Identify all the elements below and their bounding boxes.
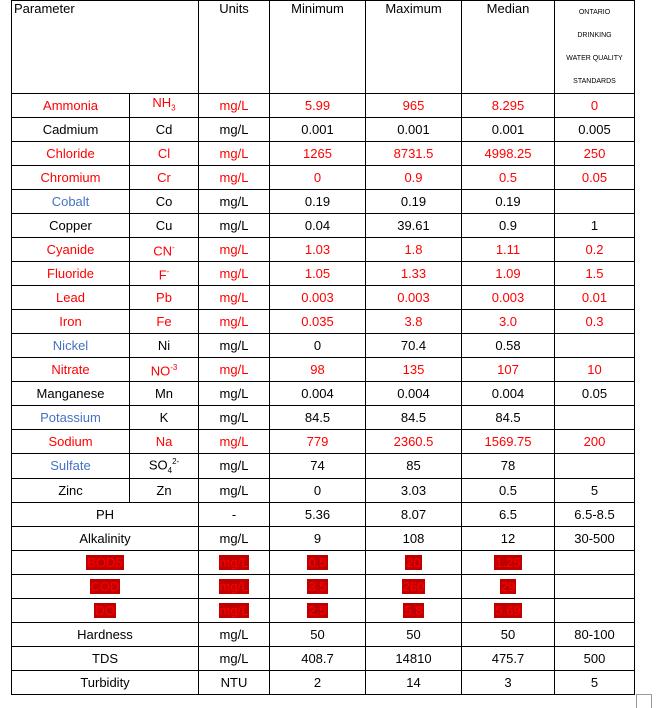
- chemical-formula: [130, 166, 199, 190]
- chemical-formula: [130, 430, 199, 454]
- parameter-name: Cobalt: [12, 190, 130, 214]
- formula-subscript: 4: [167, 465, 173, 475]
- parameter-name: [12, 598, 199, 622]
- parameter-name: Sodium: [12, 430, 130, 454]
- minimum-cell: 2: [270, 670, 366, 694]
- parameter-name-text: BOD5: [87, 554, 123, 570]
- maximum-cell: [366, 598, 462, 622]
- chemical-formula: [130, 142, 199, 166]
- minimum-cell: 0.04: [270, 214, 366, 238]
- standard-cell: 1.5: [555, 262, 635, 286]
- maximum-cell: 0.004: [366, 382, 462, 406]
- units-cell: mg/L: [199, 430, 270, 454]
- maximum-cell: 108: [366, 526, 462, 550]
- units-cell: mg/L: [199, 286, 270, 310]
- standard-cell: [555, 574, 635, 598]
- table-row: [12, 214, 635, 238]
- units-cell: [199, 550, 270, 574]
- header-standards: [555, 1, 635, 94]
- minimum-cell: 84.5: [270, 406, 366, 430]
- formula-text: NH: [152, 95, 172, 111]
- units-cell: mg/L: [199, 310, 270, 334]
- minimum-cell: 74: [270, 454, 366, 479]
- parameter-name: Iron: [12, 310, 130, 334]
- maximum-cell: 3.03: [366, 478, 462, 502]
- maximum-cell-text: 20: [406, 554, 421, 570]
- chemical-formula: [130, 262, 199, 286]
- median-cell: 84.5: [462, 406, 555, 430]
- standard-cell: 200: [555, 430, 635, 454]
- standard-cell: 0.01: [555, 286, 635, 310]
- table-row: [12, 118, 635, 142]
- header-maximum: Maximum: [366, 1, 462, 94]
- median-cell: 0.5: [462, 166, 555, 190]
- units-cell: mg/L: [199, 238, 270, 262]
- chemical-formula: [130, 94, 199, 118]
- maximum-cell: 14: [366, 670, 462, 694]
- units-cell: mg/L: [199, 190, 270, 214]
- parameter-name: Lead: [12, 286, 130, 310]
- chemical-formula: [130, 406, 199, 430]
- standard-cell: 250: [555, 142, 635, 166]
- maximum-cell: 1.33: [366, 262, 462, 286]
- maximum-cell: 0.19: [366, 190, 462, 214]
- formula-text: Ni: [157, 338, 171, 353]
- minimum-cell: 5.36: [270, 502, 366, 526]
- median-cell-text: 5.69: [495, 602, 521, 618]
- minimum-cell: 1265: [270, 142, 366, 166]
- maximum-cell: 0.003: [366, 286, 462, 310]
- standard-cell: 1: [555, 214, 635, 238]
- table-row: [12, 454, 635, 479]
- minimum-cell: 50: [270, 622, 366, 646]
- median-cell: 0.004: [462, 382, 555, 406]
- table-row: [12, 622, 635, 646]
- table-row: [12, 166, 635, 190]
- minimum-cell: 779: [270, 430, 366, 454]
- maximum-cell: 1.8: [366, 238, 462, 262]
- minimum-cell-text: 2.5: [308, 602, 327, 618]
- maximum-cell: 8.07: [366, 502, 462, 526]
- units-cell: mg/L: [199, 118, 270, 142]
- units-cell-text: mg/L: [219, 602, 249, 618]
- units-cell: mg/L: [199, 382, 270, 406]
- parameter-name: [12, 574, 199, 598]
- parameter-name: Hardness: [12, 622, 199, 646]
- table-row: [12, 646, 635, 670]
- standard-cell: 5: [555, 670, 635, 694]
- maximum-cell: [366, 574, 462, 598]
- median-cell: 6.5: [462, 502, 555, 526]
- parameter-name: Manganese: [12, 382, 130, 406]
- parameter-name: Sulfate: [12, 454, 130, 479]
- standard-cell: [555, 406, 635, 430]
- maximum-cell-text: 260: [402, 578, 425, 594]
- table-row: [12, 238, 635, 262]
- units-cell: mg/L: [199, 262, 270, 286]
- water-quality-table: [11, 0, 635, 695]
- units-cell: mg/L: [199, 526, 270, 550]
- median-cell: 107: [462, 358, 555, 382]
- formula-text: SO: [148, 457, 168, 473]
- maximum-cell: 0.001: [366, 118, 462, 142]
- parameter-name: Ammonia: [12, 94, 130, 118]
- formula-text: Cl: [157, 146, 171, 161]
- table-row: [12, 310, 635, 334]
- maximum-cell: 965: [366, 94, 462, 118]
- units-cell: mg/L: [199, 334, 270, 358]
- standard-cell: 5: [555, 478, 635, 502]
- table-row: [12, 190, 635, 214]
- maximum-cell: 85: [366, 454, 462, 479]
- units-cell: mg/L: [199, 622, 270, 646]
- median-cell: [462, 550, 555, 574]
- units-cell: mg/L: [199, 478, 270, 502]
- median-cell: 1.11: [462, 238, 555, 262]
- parameter-name: Cyanide: [12, 238, 130, 262]
- standard-cell: 0.05: [555, 382, 635, 406]
- minimum-cell: 1.05: [270, 262, 366, 286]
- header-minimum: Minimum: [270, 1, 366, 94]
- formula-text: K: [159, 410, 169, 425]
- units-cell: -: [199, 502, 270, 526]
- maximum-cell: 0.9: [366, 166, 462, 190]
- maximum-cell: 84.5: [366, 406, 462, 430]
- units-cell: mg/L: [199, 214, 270, 238]
- table-row: [12, 550, 635, 574]
- table-row: [12, 670, 635, 694]
- formula-text: Na: [155, 434, 173, 449]
- median-cell: 0.9: [462, 214, 555, 238]
- minimum-cell: 5.99: [270, 94, 366, 118]
- minimum-cell: 408.7: [270, 646, 366, 670]
- units-cell: [199, 574, 270, 598]
- standard-cell: 0.2: [555, 238, 635, 262]
- table-row: [12, 430, 635, 454]
- formula-subscript: 3: [171, 103, 176, 113]
- median-cell: 1.09: [462, 262, 555, 286]
- chemical-formula: [130, 454, 199, 479]
- median-cell-text: 1.25: [495, 554, 521, 570]
- minimum-cell: 0.035: [270, 310, 366, 334]
- table-row: [12, 478, 635, 502]
- header-standards-line: DRINKING: [577, 32, 612, 39]
- maximum-cell: 50: [366, 622, 462, 646]
- parameter-name: Turbidity: [12, 670, 199, 694]
- parameter-name: TDS: [12, 646, 199, 670]
- median-cell: 4998.25: [462, 142, 555, 166]
- formula-superscript: -: [166, 267, 170, 277]
- table-row: [12, 502, 635, 526]
- median-cell: 0.19: [462, 190, 555, 214]
- maximum-cell: 3.8: [366, 310, 462, 334]
- minimum-cell: 1.03: [270, 238, 366, 262]
- standard-cell: 0.3: [555, 310, 635, 334]
- formula-text: CN: [153, 243, 173, 259]
- standard-cell: 0: [555, 94, 635, 118]
- minimum-cell: [270, 598, 366, 622]
- minimum-cell: 9: [270, 526, 366, 550]
- parameter-name: [12, 550, 199, 574]
- parameter-name: Alkalinity: [12, 526, 199, 550]
- maximum-cell: [366, 550, 462, 574]
- parameter-name: Chloride: [12, 142, 130, 166]
- median-cell: 0.003: [462, 286, 555, 310]
- parameter-name-text: COD: [90, 578, 120, 594]
- units-cell: [199, 598, 270, 622]
- chemical-formula: [130, 190, 199, 214]
- maximum-cell: 14810: [366, 646, 462, 670]
- median-cell: 3.0: [462, 310, 555, 334]
- units-cell-text: mg/L: [219, 554, 249, 570]
- header-units: Units: [199, 1, 270, 94]
- units-cell: mg/L: [199, 166, 270, 190]
- table-row: [12, 358, 635, 382]
- units-cell-text: mg/L: [219, 578, 249, 594]
- minimum-cell: 0.001: [270, 118, 366, 142]
- table-row: [12, 526, 635, 550]
- minimum-cell: 98: [270, 358, 366, 382]
- chemical-formula: [130, 214, 199, 238]
- formula-text: Co: [155, 194, 173, 209]
- table-row: [12, 334, 635, 358]
- standard-cell: 500: [555, 646, 635, 670]
- formula-text: Cu: [155, 218, 173, 233]
- table-row: [12, 406, 635, 430]
- standard-cell: 10: [555, 358, 635, 382]
- header-standards-line: STANDARDS: [573, 78, 616, 85]
- chemical-formula: [130, 358, 199, 382]
- median-cell: 0.5: [462, 478, 555, 502]
- chemical-formula: [130, 334, 199, 358]
- standard-cell: [555, 454, 635, 479]
- parameter-name: Chromium: [12, 166, 130, 190]
- maximum-cell: 8731.5: [366, 142, 462, 166]
- parameter-name-text: DO: [95, 602, 115, 618]
- minimum-cell-text: 0.5: [308, 554, 327, 570]
- formula-text: Mn: [154, 386, 174, 401]
- standard-cell: 80-100: [555, 622, 635, 646]
- chemical-formula: [130, 238, 199, 262]
- units-cell: mg/L: [199, 94, 270, 118]
- header-parameter: Parameter: [12, 1, 199, 94]
- formula-text: Cd: [155, 122, 173, 137]
- table-row: [12, 94, 635, 118]
- median-cell: 78: [462, 454, 555, 479]
- standard-cell: 0.05: [555, 166, 635, 190]
- parameter-name: Nickel: [12, 334, 130, 358]
- minimum-cell: 0.004: [270, 382, 366, 406]
- maximum-cell: 39.61: [366, 214, 462, 238]
- chemical-formula: [130, 382, 199, 406]
- parameter-name: Potassium: [12, 406, 130, 430]
- standard-cell: [555, 550, 635, 574]
- maximum-cell: 70.4: [366, 334, 462, 358]
- median-cell: 0.001: [462, 118, 555, 142]
- formula-text: NO: [150, 363, 171, 379]
- maximum-cell: 135: [366, 358, 462, 382]
- standard-cell: 6.5-8.5: [555, 502, 635, 526]
- header-median: Median: [462, 1, 555, 94]
- formula-superscript: -3: [170, 363, 178, 373]
- standard-cell: [555, 334, 635, 358]
- formula-text: Cr: [157, 170, 171, 185]
- chemical-formula: [130, 286, 199, 310]
- chemical-formula: [130, 478, 199, 502]
- minimum-cell-text: 3.5: [308, 578, 327, 594]
- median-cell: 0.58: [462, 334, 555, 358]
- table-row: [12, 598, 635, 622]
- header-standards-line: ONTARIO: [578, 9, 611, 16]
- table-row: [12, 286, 635, 310]
- formula-text: Pb: [156, 290, 172, 305]
- median-cell: 8.295: [462, 94, 555, 118]
- minimum-cell: 0: [270, 166, 366, 190]
- parameter-name: Fluoride: [12, 262, 130, 286]
- units-cell: mg/L: [199, 646, 270, 670]
- chemical-formula: [130, 118, 199, 142]
- maximum-cell-text: 5.8: [404, 602, 423, 618]
- units-cell: mg/L: [199, 358, 270, 382]
- header-row: [12, 1, 635, 94]
- median-cell: 50: [462, 622, 555, 646]
- units-cell: NTU: [199, 670, 270, 694]
- formula-superscript: 2-: [172, 457, 180, 466]
- table-row: [12, 574, 635, 598]
- formula-superscript: -: [172, 243, 175, 253]
- formula-text: Fe: [156, 314, 172, 329]
- median-cell: 475.7: [462, 646, 555, 670]
- median-cell-text: 29: [500, 578, 516, 594]
- table-row: [12, 262, 635, 286]
- minimum-cell: [270, 574, 366, 598]
- parameter-name: PH: [12, 502, 199, 526]
- table-row: [12, 382, 635, 406]
- median-cell: 3: [462, 670, 555, 694]
- standard-cell: [555, 190, 635, 214]
- resize-handle: [636, 694, 652, 708]
- chemical-formula: [130, 310, 199, 334]
- maximum-cell: 2360.5: [366, 430, 462, 454]
- standard-cell: [555, 598, 635, 622]
- parameter-name: Cadmium: [12, 118, 130, 142]
- minimum-cell: 0: [270, 334, 366, 358]
- median-cell: 12: [462, 526, 555, 550]
- units-cell: mg/L: [199, 406, 270, 430]
- parameter-name: Zinc: [12, 478, 130, 502]
- minimum-cell: 0.003: [270, 286, 366, 310]
- formula-text: Zn: [156, 482, 172, 498]
- median-cell: 1569.75: [462, 430, 555, 454]
- standard-cell: 0.005: [555, 118, 635, 142]
- minimum-cell: [270, 550, 366, 574]
- minimum-cell: 0.19: [270, 190, 366, 214]
- header-standards-line: WATER QUALITY: [566, 55, 623, 62]
- units-cell: mg/L: [199, 142, 270, 166]
- formula-text: F: [158, 267, 167, 283]
- median-cell: [462, 574, 555, 598]
- minimum-cell: 0: [270, 478, 366, 502]
- table-row: [12, 142, 635, 166]
- units-cell: mg/L: [199, 454, 270, 479]
- parameter-name: Copper: [12, 214, 130, 238]
- standard-cell: 30-500: [555, 526, 635, 550]
- median-cell: [462, 598, 555, 622]
- parameter-name: Nitrate: [12, 358, 130, 382]
